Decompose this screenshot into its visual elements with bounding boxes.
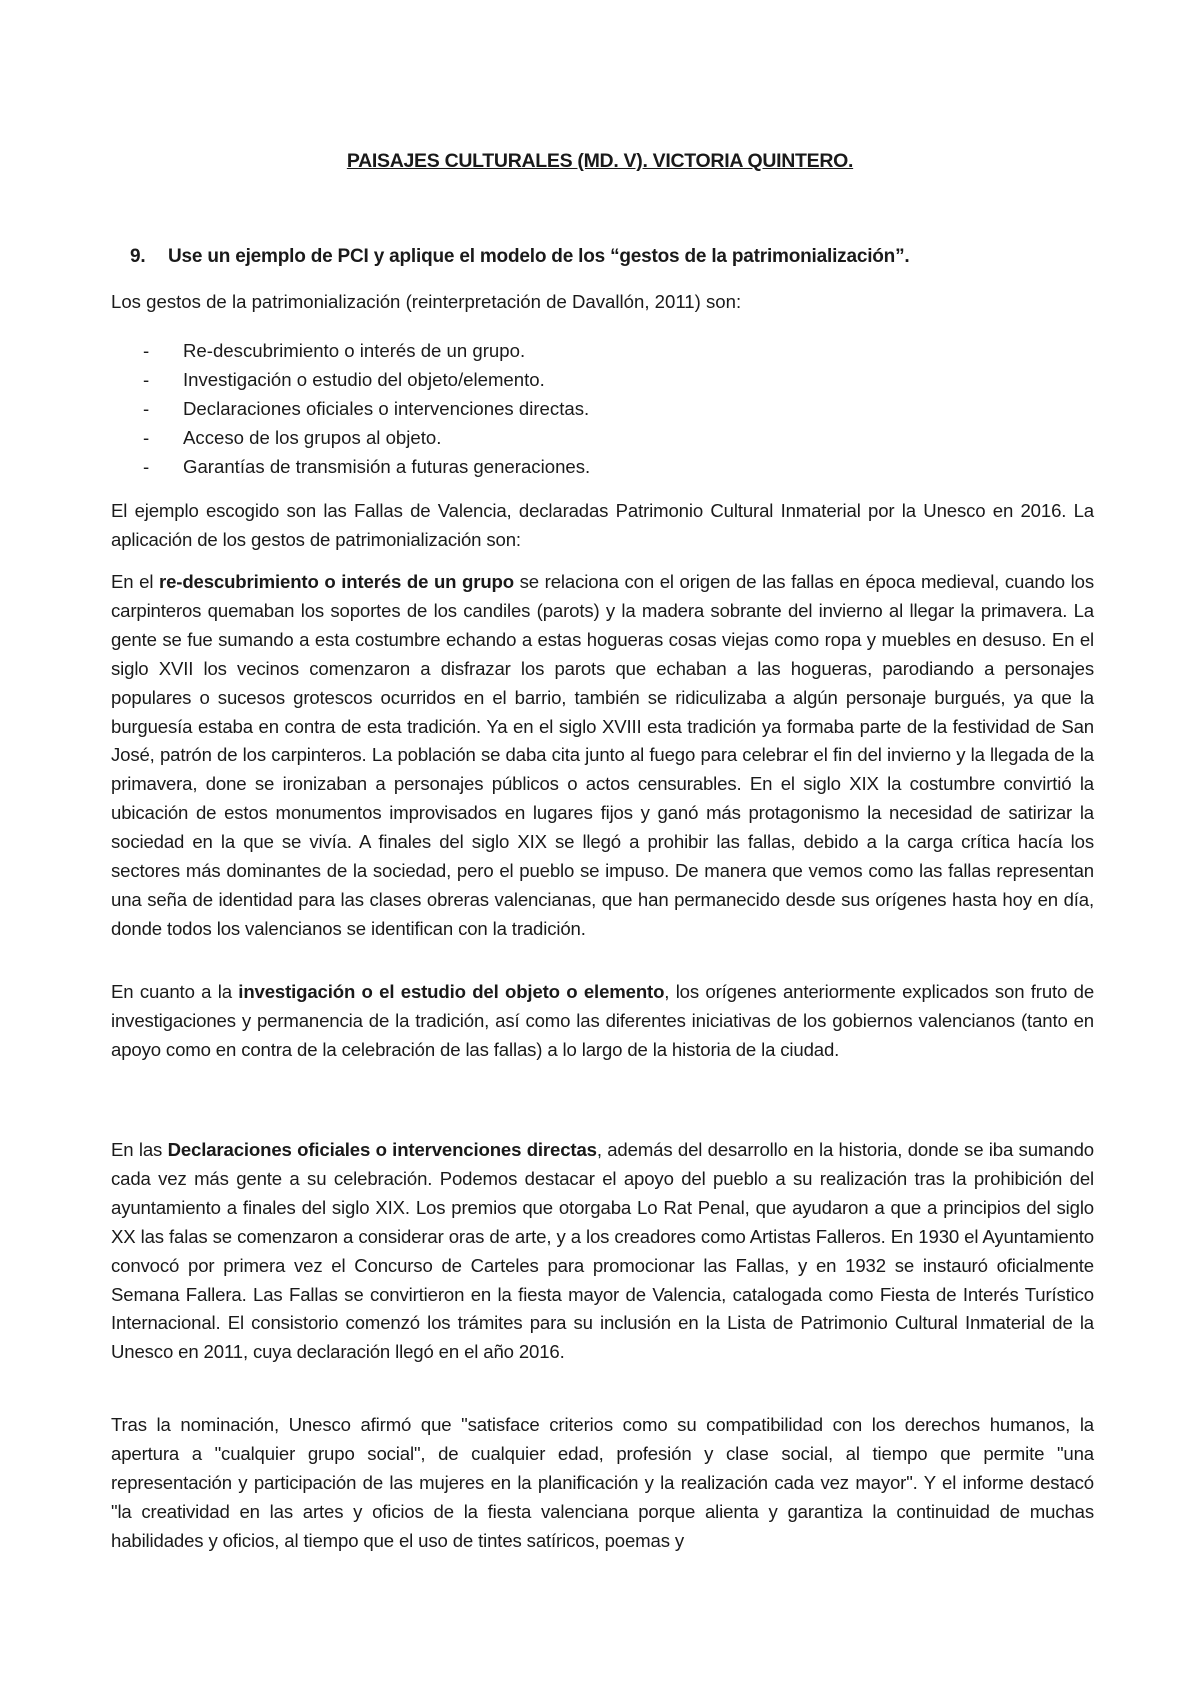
paragraph-example: El ejemplo escogido son las Fallas de Valencia, declaradas Patrimonio Cultural Inmaterial por la Unesco en 2016. La aplicación de los gestos de patrimonialización son: [111, 500, 1094, 550]
list-item-text: Acceso de los grupos al objeto. [183, 427, 442, 448]
question-number: 9. [130, 246, 146, 267]
paragraph-rediscovery [111, 568, 1094, 944]
list-item-text: Declaraciones oficiales o intervenciones directas. [183, 398, 590, 419]
list-item [111, 365, 1091, 394]
paragraph-research [111, 978, 1094, 1065]
list-item-text: Re-descubrimiento o interés de un grupo. [183, 340, 526, 361]
paragraph-emphasis: re-descubrimiento o interés de un grupo [159, 571, 514, 592]
paragraph-text: , los orígenes anteriormente explicados son fruto de investigaciones y permanencia de la tradición, así como las diferentes iniciativas de los gobiernos valencianos (tanto en apoyo como en contra de la celebración de las fallas) a lo largo de la historia de la ciudad. [111, 981, 1095, 1060]
document-title: PAISAJES CULTURALES (MD. V). VICTORIA QUINTERO. [346, 150, 854, 172]
bullet-dash: - [143, 369, 150, 390]
paragraph-emphasis: Declaraciones oficiales o intervenciones directas [167, 1139, 597, 1160]
bullet-dash: - [143, 427, 150, 448]
paragraph-text: se relaciona con el origen de las fallas en época medieval, cuando los carpinteros quemaban los soportes de los candiles (parots) y la madera sobrante del invierno al llegar la primavera. La gente se fue sumando a esta costumbre echando a estas hogueras cosas viejas como ropa y muebles en desuso. En el siglo XVII los vecinos comenzaron a disfrazar los parots que echaban a las hogueras, parodiando a personajes populares o sucesos grotescos ocurridos en el barrio, también se ridiculizaba a algún personaje burgués, ya que la burguesía estaba en contra de esta tradición. Ya en el siglo XVIII esta tradición ya formaba parte de la festividad de San José, patrón de los carpinteros. La población se daba cita junto al fuego para celebrar el fin del invierno y la llegada de la primavera, done se ironizaban a personajes públicos o actos censurables. En el siglo XIX la costumbre convirtió la ubicación de estos monumentos improvisados en lugares fijos y ganó más protagonismo la necesidad de satirizar la sociedad en la que se vivía. A finales del siglo XIX se llegó a prohibir las fallas, debido a la carga crítica hacía los sectores más dominantes de la sociedad, pero el pueblo se impuso. De manera que vemos como las fallas representan una seña de identidad para las clases obreras valencianas, que han permanecido desde sus orígenes hasta hoy en día, donde todos los valencianos se identifican con la tradición. [111, 571, 1094, 939]
list-item [111, 336, 1091, 365]
list-item-text: Investigación o estudio del objeto/elemento. [183, 369, 545, 390]
paragraph-text: En el [111, 571, 159, 592]
paragraph-text: , además del desarrollo en la historia, donde se iba sumando cada vez más gente a su celebración. Podemos destacar el apoyo del pueblo a su realización tras la prohibición del ayuntamiento a finales del siglo XIX. Los premios que otorgaba Lo Rat Penal, que ayudaron a que a principios del siglo XX las falas se comenzaron a considerar oras de arte, y a los creadores como Artistas Falleros. En 1930 el Ayuntamiento convocó por primera vez el Concurso de Carteles para promocionar las Fallas, y en 1932 se instauró oficialmente Semana Fallera. Las Fallas se convirtieron en la fiesta mayor de Valencia, catalogada como Fiesta de Interés Turístico Internacional. El consistorio comenzó los trámites para su inclusión en la Lista de Patrimonio Cultural Inmaterial de la Unesco en 2011, cuya declaración llegó en el año 2016. [111, 1139, 1094, 1363]
question-text: Use un ejemplo de PCI y aplique el modelo de los “gestos de la patrimonialización”. [168, 246, 910, 267]
bullet-dash: - [143, 340, 150, 361]
paragraph-nomination: Tras la nominación, Unesco afirmó que "satisface criterios como su compatibilidad con los derechos humanos, la apertura a "cualquier grupo social", de cualquier edad, profesión y clase social, al tiempo que permite "una representación y participación de las mujeres en la planificación y la realización cada vez mayor". Y el informe destacó "la creatividad en las artes y oficios de la fiesta valenciana porque alienta y garantiza la continuidad de muchas habilidades y oficios, al tiempo que el uso de tintes satíricos, poemas y [111, 1414, 1094, 1551]
paragraph-text: En las [111, 1139, 168, 1160]
bullet-dash: - [143, 398, 150, 419]
paragraph-emphasis: investigación o el estudio del objeto o elemento [238, 981, 665, 1002]
paragraph-text: En cuanto a la [111, 981, 239, 1002]
gestures-list [111, 336, 1091, 481]
question-heading [130, 246, 1090, 268]
paragraph-declarations [111, 1136, 1094, 1367]
list-item [111, 394, 1091, 423]
list-item-text: Garantías de transmisión a futuras generaciones. [183, 456, 591, 477]
bullet-dash: - [143, 456, 150, 477]
list-item [111, 423, 1091, 452]
list-item [111, 452, 1091, 481]
intro-text: Los gestos de la patrimonialización (reinterpretación de Davallón, 2011) son: [111, 291, 742, 312]
